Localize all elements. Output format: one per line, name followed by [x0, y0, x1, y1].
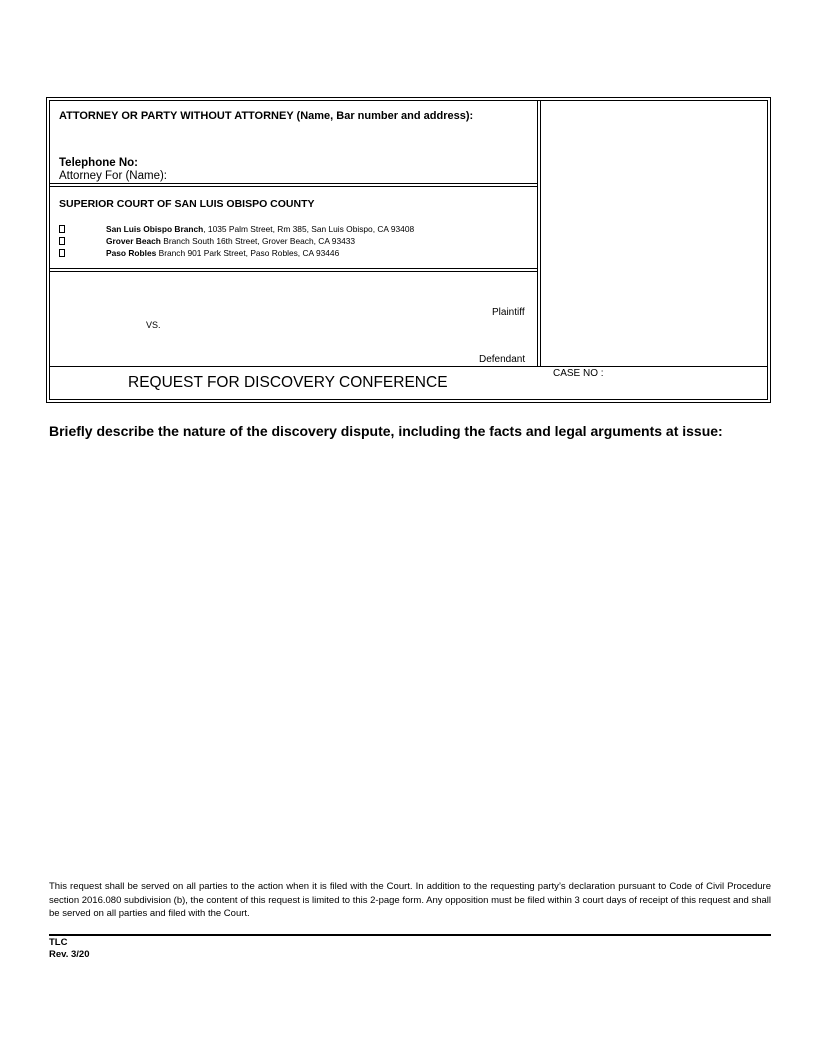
vs-label: VS. [146, 320, 161, 330]
branch-paso-robles [106, 248, 339, 258]
plaintiff-label: Plaintiff [492, 307, 525, 318]
branch-grover-beach-name: Grover Beach [106, 236, 161, 246]
branch-checkbox-paso-robles[interactable] [59, 249, 65, 257]
attorney-section-divider-2 [49, 186, 538, 187]
branch-grover-beach-address: Branch South 16th Street, Grover Beach, CA 93433 [160, 236, 356, 246]
caption-divider-vertical-2 [540, 100, 541, 367]
court-section-divider-2 [49, 271, 538, 272]
branch-grover-beach [106, 236, 355, 246]
branch-checkbox-slo[interactable] [59, 225, 65, 233]
defendant-label: Defendant [479, 354, 526, 365]
service-notice: This request shall be served on all parties to the action when it is filed with the Court. In addition to the requesting party’s declaration pursuant to Code of Civil Procedure section 2016.080 subdivision (b), the content of this request is limited to this 2-page form. Any opposition must be filed within 3 court days of receipt of this request and shall be served on all parties and filed with the Court. [49, 881, 771, 919]
branch-paso-robles-name: Paso Robles [106, 248, 157, 258]
form-title: REQUEST FOR DISCOVERY CONFERENCE [128, 374, 448, 391]
attorney-section-divider [49, 183, 538, 184]
case-number-label: CASE NO : [553, 368, 604, 379]
dispute-description-prompt: Briefly describe the nature of the discovery dispute, including the facts and legal arguments at issue: [49, 423, 723, 439]
court-name: SUPERIOR COURT OF SAN LUIS OBISPO COUNTY [59, 198, 315, 210]
branch-slo-address: , 1035 Palm Street, Rm 385, San Luis Obispo, CA 93408 [203, 224, 415, 234]
attorney-for-label: Attorney For (Name): [59, 170, 167, 182]
caption-divider-vertical [537, 100, 538, 367]
branch-checkbox-grover-beach[interactable] [59, 237, 65, 245]
court-section-divider [49, 268, 538, 269]
telephone-label: Telephone No: [59, 157, 139, 169]
form-code: TLC [49, 937, 68, 948]
title-row-divider [49, 366, 768, 367]
attorney-heading: ATTORNEY OR PARTY WITHOUT ATTORNEY (Name, Bar number and address): [59, 110, 474, 122]
branch-paso-robles-address: Branch 901 Park Street, Paso Robles, CA 93446 [156, 248, 340, 258]
footer-rule [49, 934, 771, 936]
branch-slo-name: San Luis Obispo Branch [106, 224, 204, 234]
form-revision: Rev. 3/20 [49, 949, 90, 960]
branch-slo [106, 224, 414, 234]
